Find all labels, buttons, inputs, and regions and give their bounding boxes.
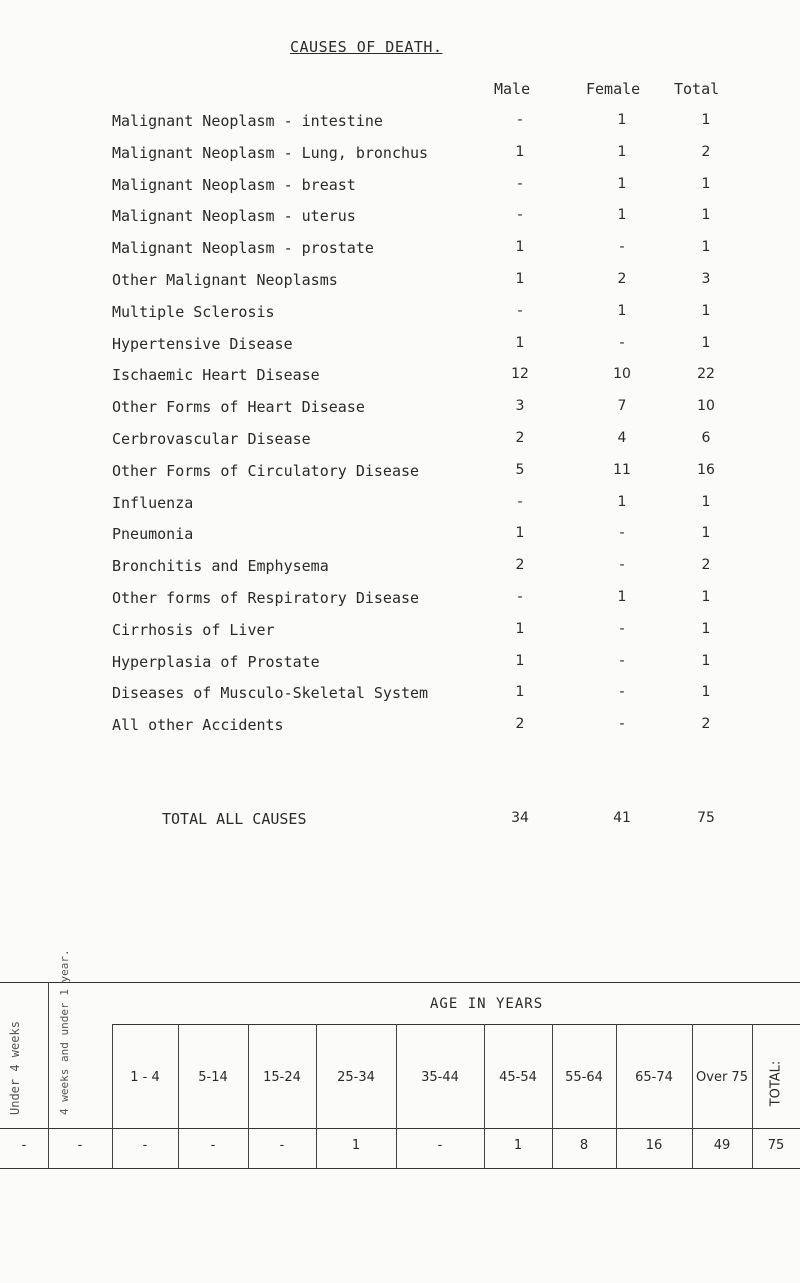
female-count: - <box>619 716 625 732</box>
total-count: 10 <box>697 398 715 414</box>
age-band-label: Over 75 <box>696 1070 748 1085</box>
total-count: 2 <box>701 557 711 573</box>
age-band-value: 16 <box>645 1138 663 1153</box>
male-count: - <box>517 494 523 510</box>
total-count: 1 <box>701 335 711 351</box>
age-band-label: 45-54 <box>499 1070 537 1085</box>
age-table <box>0 949 800 1170</box>
total-count: 6 <box>701 430 711 446</box>
male-count: 1 <box>515 144 525 160</box>
header-male: Male <box>494 80 531 98</box>
cause-label: Pneumonia <box>112 525 194 543</box>
female-count: 1 <box>617 303 627 319</box>
cause-label: Cerbrovascular Disease <box>112 430 311 448</box>
age-band-label: 25-34 <box>337 1070 375 1085</box>
male-count: - <box>517 589 523 605</box>
cause-row <box>0 112 800 140</box>
cause-label: Ischaemic Heart Disease <box>112 366 320 384</box>
age-band-value: - <box>21 1138 27 1153</box>
cause-row <box>0 462 800 490</box>
total-label: TOTAL ALL CAUSES <box>162 810 307 828</box>
age-band-label: 55-64 <box>565 1070 603 1085</box>
age-band-label: 5-14 <box>198 1070 228 1085</box>
cause-row <box>0 239 800 267</box>
age-band-value: 1 <box>351 1138 361 1153</box>
age-band-value: - <box>437 1138 443 1153</box>
female-count: - <box>619 684 625 700</box>
male-count: 1 <box>515 271 525 287</box>
total-count: 16 <box>697 462 715 478</box>
age-table-title: AGE IN YEARS <box>430 996 544 1012</box>
cause-label: Other Forms of Heart Disease <box>112 398 365 416</box>
cause-label: All other Accidents <box>112 716 284 734</box>
cause-row <box>0 144 800 172</box>
male-count: 1 <box>515 684 525 700</box>
total-count: 22 <box>697 366 715 382</box>
total-count: 2 <box>701 144 711 160</box>
female-count: 1 <box>617 494 627 510</box>
cause-label: Diseases of Musculo-Skeletal System <box>112 684 429 702</box>
total-count: 1 <box>701 621 711 637</box>
female-count: 1 <box>617 589 627 605</box>
age-band-value: 75 <box>767 1138 785 1153</box>
cause-label: Malignant Neoplasm - intestine <box>112 112 383 130</box>
cause-label: Malignant Neoplasm - uterus <box>112 207 356 225</box>
age-band-label: TOTAL: <box>768 1060 784 1107</box>
female-count: 2 <box>617 271 627 287</box>
female-count: 1 <box>617 176 627 192</box>
male-count: 1 <box>515 653 525 669</box>
cause-row <box>0 335 800 363</box>
total-count: 2 <box>701 716 711 732</box>
cause-row <box>0 494 800 522</box>
total-count: 1 <box>701 207 711 223</box>
total-count: 1 <box>701 589 711 605</box>
col-under-4-weeks: Under 4 weeks <box>8 1021 22 1115</box>
cause-row <box>0 303 800 331</box>
male-count: 3 <box>515 398 525 414</box>
male-count: 1 <box>515 335 525 351</box>
cause-row <box>0 207 800 235</box>
col-4-weeks-1-year: 4 weeks and under 1 year. <box>58 949 71 1115</box>
age-band-value: - <box>77 1138 83 1153</box>
female-count: 10 <box>613 366 631 382</box>
total-count: 1 <box>701 525 711 541</box>
male-count: - <box>517 207 523 223</box>
total-count: 1 <box>701 112 711 128</box>
female-count: - <box>619 239 625 255</box>
male-count: 1 <box>515 239 525 255</box>
cause-label: Malignant Neoplasm - breast <box>112 176 356 194</box>
total-count: 1 <box>701 176 711 192</box>
total-female: 41 <box>613 810 631 826</box>
page-title: CAUSES OF DEATH. <box>290 38 443 56</box>
total-count: 3 <box>701 271 711 287</box>
cause-label: Influenza <box>112 494 194 512</box>
male-count: - <box>517 303 523 319</box>
female-count: 11 <box>613 462 631 478</box>
age-band-value: 49 <box>713 1138 731 1153</box>
total-total: 75 <box>697 810 715 826</box>
female-count: - <box>619 335 625 351</box>
female-count: 4 <box>617 430 627 446</box>
age-band-value: - <box>279 1138 285 1153</box>
total-count: 1 <box>701 684 711 700</box>
age-band-label: 35-44 <box>421 1070 459 1085</box>
cause-row <box>0 684 800 712</box>
male-count: - <box>517 112 523 128</box>
age-band-value: 1 <box>513 1138 523 1153</box>
cause-row <box>0 653 800 681</box>
female-count: - <box>619 621 625 637</box>
female-count: - <box>619 653 625 669</box>
cause-label: Other Malignant Neoplasms <box>112 271 338 289</box>
female-count: 7 <box>617 398 627 414</box>
cause-row <box>0 366 800 394</box>
cause-row <box>0 176 800 204</box>
cause-row <box>0 430 800 458</box>
cause-label: Other forms of Respiratory Disease <box>112 589 420 607</box>
cause-row <box>0 589 800 617</box>
age-band-label: 15-24 <box>263 1070 301 1085</box>
cause-row <box>0 398 800 426</box>
total-count: 1 <box>701 494 711 510</box>
male-count: - <box>517 176 523 192</box>
cause-row <box>0 525 800 553</box>
male-count: 2 <box>515 716 525 732</box>
cause-label: Bronchitis and Emphysema <box>112 557 329 575</box>
female-count: 1 <box>617 144 627 160</box>
total-count: 1 <box>701 303 711 319</box>
total-male: 34 <box>511 810 529 826</box>
total-count: 1 <box>701 653 711 669</box>
age-band-value: - <box>210 1138 216 1153</box>
female-count: - <box>619 557 625 573</box>
male-count: 2 <box>515 557 525 573</box>
female-count: - <box>619 525 625 541</box>
age-band-value: - <box>142 1138 148 1153</box>
cause-label: Other Forms of Circulatory Disease <box>112 462 420 480</box>
cause-label: Malignant Neoplasm - Lung, bronchus <box>112 144 429 162</box>
female-count: 1 <box>617 112 627 128</box>
total-count: 1 <box>701 239 711 255</box>
cause-label: Hyperplasia of Prostate <box>112 653 320 671</box>
cause-label: Cirrhosis of Liver <box>112 621 275 639</box>
age-band-label: 1 - 4 <box>130 1070 160 1085</box>
male-count: 2 <box>515 430 525 446</box>
age-band-value: 8 <box>579 1138 589 1153</box>
cause-row <box>0 557 800 585</box>
male-count: 1 <box>515 621 525 637</box>
cause-row <box>0 716 800 744</box>
header-total: Total <box>674 80 720 98</box>
cause-label: Malignant Neoplasm - prostate <box>112 239 374 257</box>
cause-row <box>0 271 800 299</box>
male-count: 5 <box>515 462 525 478</box>
age-band-label: 65-74 <box>635 1070 673 1085</box>
female-count: 1 <box>617 207 627 223</box>
header-female: Female <box>586 80 641 98</box>
cause-label: Hypertensive Disease <box>112 335 293 353</box>
cause-row <box>0 621 800 649</box>
total-row <box>0 810 800 838</box>
cause-label: Multiple Sclerosis <box>112 303 275 321</box>
male-count: 1 <box>515 525 525 541</box>
male-count: 12 <box>511 366 529 382</box>
